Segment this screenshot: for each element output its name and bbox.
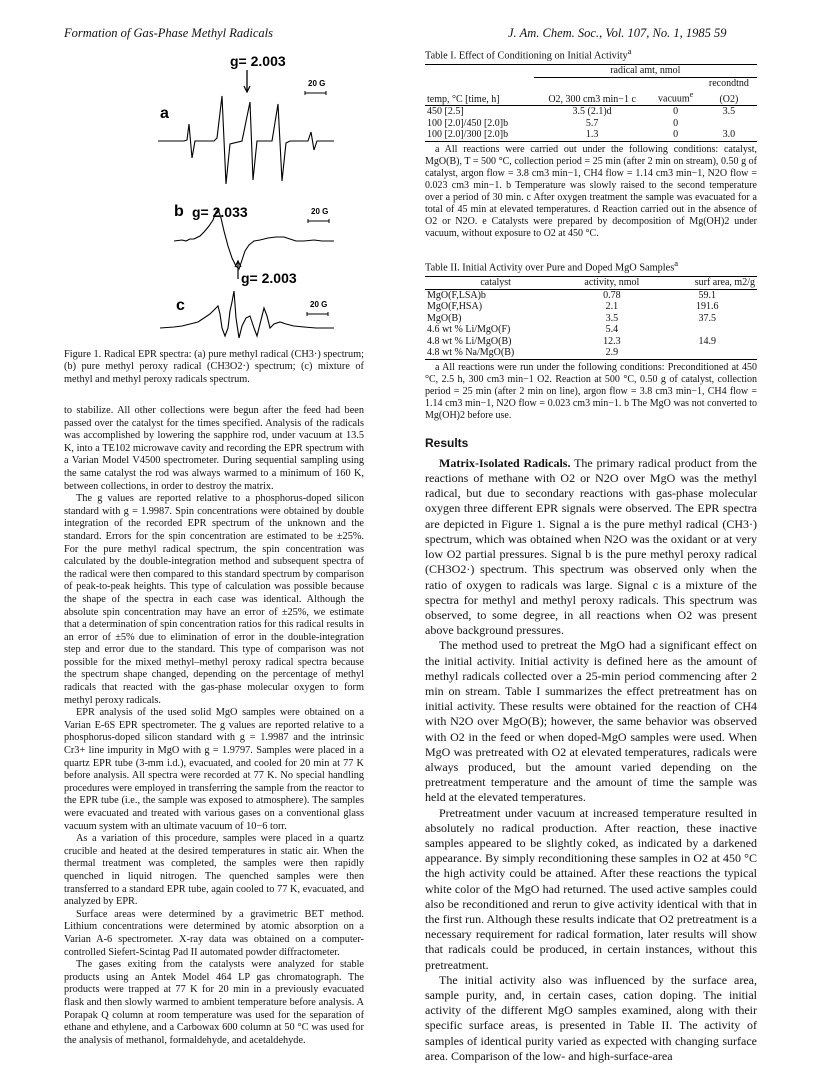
table-row: [425, 106, 757, 118]
figure-1-caption: Figure 1. Radical EPR spectra: (a) pure methyl radical (CH3·) spectrum; (b) pure methyl peroxy radical (CH3O2·) spectrum; (c) mixture of methyl and methyl peroxy radicals spectrum.: [64, 349, 364, 385]
table-2-header: catalyst: [480, 277, 511, 289]
table-cell: 3.5: [722, 106, 736, 118]
running-header-left: Formation of Gas-Phase Methyl Radicals: [64, 26, 273, 40]
results-section: [425, 436, 757, 1064]
results-paragraph: The initial activity also was influenced by the surface area, sample purity, and, in certain cases, cation doping. The initial activity of the different MgO samples examined, along with their specific surface areas, is presented in Table II. The activity of samples of identical purity varied as expected with changing surface area. Comparison of the low- and high-surface-area: [425, 972, 757, 1063]
table-2-header: activity, nmol: [584, 277, 640, 289]
table-cell: 450 [2.5]: [427, 106, 464, 118]
spectrum-label-c: c: [176, 297, 185, 314]
table-row: [425, 313, 757, 325]
table-cell: 12.3: [603, 335, 621, 347]
table-cell: MgO(F,LSA)b: [427, 289, 486, 301]
table-cell: 100 [2.0]/300 [2.0]b: [427, 129, 509, 141]
left-paragraph: As a variation of this procedure, samples were placed in a quartz crucible and heated at the desired temperatures in static air. When the thermal treatment was completed, the samples were then rapidly quenched in liquid nitrogen. The quenched samples were then transferred to a standard EPR tube, again cooled to 77 K, evacuated, and analyzed by EPR.: [64, 833, 364, 908]
table-2-grid: [425, 276, 757, 360]
table-cell: 5.7: [585, 117, 599, 129]
table-cell: 191.6: [695, 301, 719, 313]
left-paragraph: to stabilize. All other collections were begun after the feed had been passed over the catalyst for the times specified. Analysis of the radicals was accomplished by lowering the sapphire rod, under vacuum at 13.5 K, into a TE102 microwave cavity and recording the EPR spectrum with a Varian Model V4500 spectrometer. During sequential sampling using the same catalyst the rod was always warmed to a minimum of 160 K, between collections, in order to destroy the matrix.: [64, 405, 364, 492]
running-header-right: J. Am. Chem. Soc., Vol. 107, No. 1, 1985 59: [508, 26, 727, 40]
table-row: [425, 289, 757, 301]
left-paragraph: EPR analysis of the used solid MgO samples were obtained on a Varian E-6S EPR spectrometer. The g values are reported relative to a phosphorus-doped silicon standard with g = 1.9987 and the intrinsic Cr3+ line impurity in MgO with g = 1.9797. Samples were placed in a quartz EPR tube (3-mm i.d.), evacuated, and cooled for 20 min at 77 K before analysis. All spectra were recorded at 77 K. No special handling procedures were employed in transferring the sample from the reactor to the EPR tube (i.e., the sample was exposed to atmosphere). The samples were evacuated and treated with various gases on a conventional glass vacuum system with an ultimate vacuum of 10−6 torr.: [64, 707, 364, 832]
table-1-title: Table I. Effect of Conditioning on Initial Activity$^a$: [425, 46, 632, 62]
g-label-b2: g= 2.003: [241, 270, 297, 286]
table-1-group-header: radical amt, nmol: [534, 65, 757, 78]
scale-label-c: 20 G: [310, 300, 328, 309]
table-2-header: surf area, m2/g: [694, 277, 755, 289]
table-cell: [701, 118, 757, 130]
table-cell: 37.5: [698, 312, 716, 324]
scale-bar-c: [307, 312, 328, 316]
scale-label-a: 20 G: [308, 79, 326, 88]
left-paragraph: The gases exiting from the catalysts were analyzed for stable products using an Antek Model 464 LP gas chromatograph. The products were trapped at 77 K for 20 min in a previously evacuated flask and then slowly warmed to ambient temperature before analysis. A Porapak Q column at room temperature was used for the separation of ethane and ethylene, and a Carbowax 600 column at 50 °C was used for the analysis of methanol, formaldehyde, and acetaldehyde.: [64, 959, 364, 1046]
table-2-footnote: a All reactions were run under the following conditions: Preconditioned at 450 °C, 2.5 h, 300 cm3 min−1 O2. Reaction at 500 °C, 0.50 g of catalyst, collection period = 25 min (after 2 min on line), argon flow = 3.8 cm3 min−1, CH4 flow = 1.14 cm3 min−1, N2O flow = 0.023 cm3 min−1. b The MgO was not converted to Mg(OH)2 before use.: [425, 361, 757, 421]
table-cell: 3.5 (2.1)d: [572, 106, 612, 118]
table-cell: 4.8 wt % Na/MgO(B): [427, 347, 515, 359]
epr-spectra-figure: [64, 46, 364, 342]
scale-bar-a: [305, 91, 326, 95]
results-paragraph: Pretreatment under vacuum at increased temperature resulted in absolutely no radical production. After reaction, these inactive samples appeared to be slightly coked, as indicated by a darkened appearance. By simply reconditioning these samples in O2 at 450 °C the high activity could be attained. After these reactions the typical white color of the MgO had returned. The used active samples could also be reconditioned and rerun to give activity identical with that in the first run. Although these results indicate that O2 pretreatment is a necessary requirement for radical formation, later results will show that radicals could be produced, in certain instances, without this pretreatment.: [425, 805, 757, 972]
table-row: [425, 336, 757, 348]
spectrum-label-b: b: [174, 203, 184, 220]
table-cell: 0: [673, 117, 679, 129]
table-1-col2-header: vacuum$^e$: [658, 90, 694, 105]
table-cell: MgO(F,HSA): [427, 301, 483, 313]
table-cell: 0: [673, 106, 679, 118]
table-cell: 0: [673, 129, 679, 141]
table-row: [425, 129, 757, 141]
figure-1: [64, 46, 364, 342]
table-cell: 14.9: [698, 335, 716, 347]
results-subheading: Matrix-Isolated Radicals.: [439, 455, 571, 470]
left-paragraph: The g values are reported relative to a phosphorus-doped silicon standard with g = 1.9987. Spin concentrations were obtained by double integration of the recorded EPR spectrum of the unknown and the standard. Errors for the spin concentration are estimated to be ±25%. For the pure methyl radical spectrum, the spin concentration was calculated by the double-integration method and subsequent spectra of the radical were then compared to this standard spectrum by comparison of peak-to-peak heights. This type of calculation was possible because the shape of the spectra in each case was identical. Although the absolute spin concentration may have an error of ±25%, we estimate that a determination of spin concentration ratios for this radical results in an error of ±5% due to elimination of error in the double-integration step and error due to the standard. This type of comparison was not possible for the mixed methyl–methyl peroxy radical spectra because the spectrum shape changed, depending on the percentage of methyl radicals that reacted with the gas-phase molecular oxygen to form methyl peroxy radicals.: [64, 493, 364, 706]
g-label-a: g= 2.003: [230, 53, 286, 69]
left-paragraph: Surface areas were determined by a gravimetric BET method. Lithium concentrations were determined by atomic absorption on a Varian A-6 spectrometer. X-ray data was obtained on a computer-controlled Siefert-Scintag Pad II automated powder diffractometer.: [64, 908, 364, 958]
table-1-footnote: a All reactions were carried out under the following conditions: catalyst, MgO(B), T = 500 °C, collection period = 25 min (after 2 min on stream), 0.50 g of catalyst, argon flow = 3.8 cm3 min−1, CH4 flow = 1.14 cm3 min−1, N2O flow = 0.023 cm3 min−1. b Temperature was slowly raised to the second temperature over a period of 30 min. c After oxygen treatment the sample was evacuated for a total of 45 min at elevated temperatures. d Reaction carried out in the absence of O2 or N2O. e Catalysts were prepared by decomposition of Mg(OH)2 under vacuum, without exposure to O2 at 450 °C.: [425, 143, 757, 239]
table-1-col0-header: temp, °C [time, h]: [427, 93, 500, 105]
table-cell: 2.9: [605, 347, 619, 359]
table-1-col3-header-line1: recondtnd: [708, 77, 749, 89]
table-cell: 59.1: [698, 289, 716, 301]
table-cell: 1.3: [585, 129, 599, 141]
table-cell: [657, 347, 757, 359]
table-2: [425, 258, 757, 422]
right-column: [425, 46, 757, 1064]
table-2-title: Table II. Initial Activity over Pure and Doped MgO Samples$^a$: [425, 257, 679, 274]
table-cell: 5.4: [605, 324, 619, 336]
spectrum-a-trace: [158, 96, 334, 184]
table-cell: [657, 324, 757, 336]
table-1-col1-header: O2, 300 cm3 min−1 c: [548, 93, 636, 105]
table-row: [425, 347, 757, 359]
table-cell: 4.8 wt % Li/MgO(B): [427, 335, 512, 347]
table-row: [425, 324, 757, 336]
table-cell: 3.0: [722, 129, 736, 141]
table-row: [425, 118, 757, 130]
table-cell: MgO(B): [427, 312, 462, 324]
table-cell: 100 [2.0]/450 [2.0]b: [427, 117, 509, 129]
g-label-b: g= 2.033: [192, 204, 248, 220]
table-1: [425, 46, 757, 240]
scale-bar-b: [308, 219, 329, 223]
table-cell: 0.78: [603, 289, 621, 301]
results-heading: Results: [425, 435, 469, 450]
results-paragraph: Matrix-Isolated Radicals. The primary radical product from the reactions of methane with O2 or N2O over MgO was the methyl radical, but due to secondary reactions with gas-phase molecular oxygen three different EPR signals were observed. The EPR spectra are depicted in Figure 1. Signal a is the pure methyl radical (CH3·) spectrum, which was obtained when N2O was the oxidant or at very low O2 partial pressures. Signal b is the pure methyl peroxy radical (CH3O2·) spectrum. This spectrum was observed only when the ratio of oxygen to radicals was large. Signal c is a mixture of the spectra for methyl and methyl peroxy radicals. This spectrum was observed, to some degree, in all reactions when O2 was present above background pressures.: [425, 455, 757, 638]
table-cell: 2.1: [605, 301, 619, 313]
spectrum-label-a: a: [160, 105, 169, 122]
table-cell: 4.6 wt % Li/MgO(F): [427, 324, 511, 336]
left-column-text: [64, 405, 364, 1047]
scale-label-b: 20 G: [311, 207, 329, 216]
table-1-grid: [425, 64, 757, 141]
table-cell: 3.5: [605, 312, 619, 324]
results-paragraph: The method used to pretreat the MgO had a significant effect on the initial activity. Initial activity is defined here as the amount of methyl radicals collected over a 25-min period commencing after 2 min on stream. Table I summarizes the effect pretreatment has on initial activity. These results were obtained for the reaction of CH4 with N2O over MgO(B); however, the same behavior was observed with O2 in the feed or when doped-MgO samples were used. When MgO was pretreated with O2 at elevated temperatures, radicals were always produced, but the amount varied depending on the pretreatment temperature and the amount of time the sample was held at the elevated temperatures.: [425, 638, 757, 805]
table-row: [425, 301, 757, 313]
table-1-col3-header-line2: (O2): [719, 93, 739, 105]
